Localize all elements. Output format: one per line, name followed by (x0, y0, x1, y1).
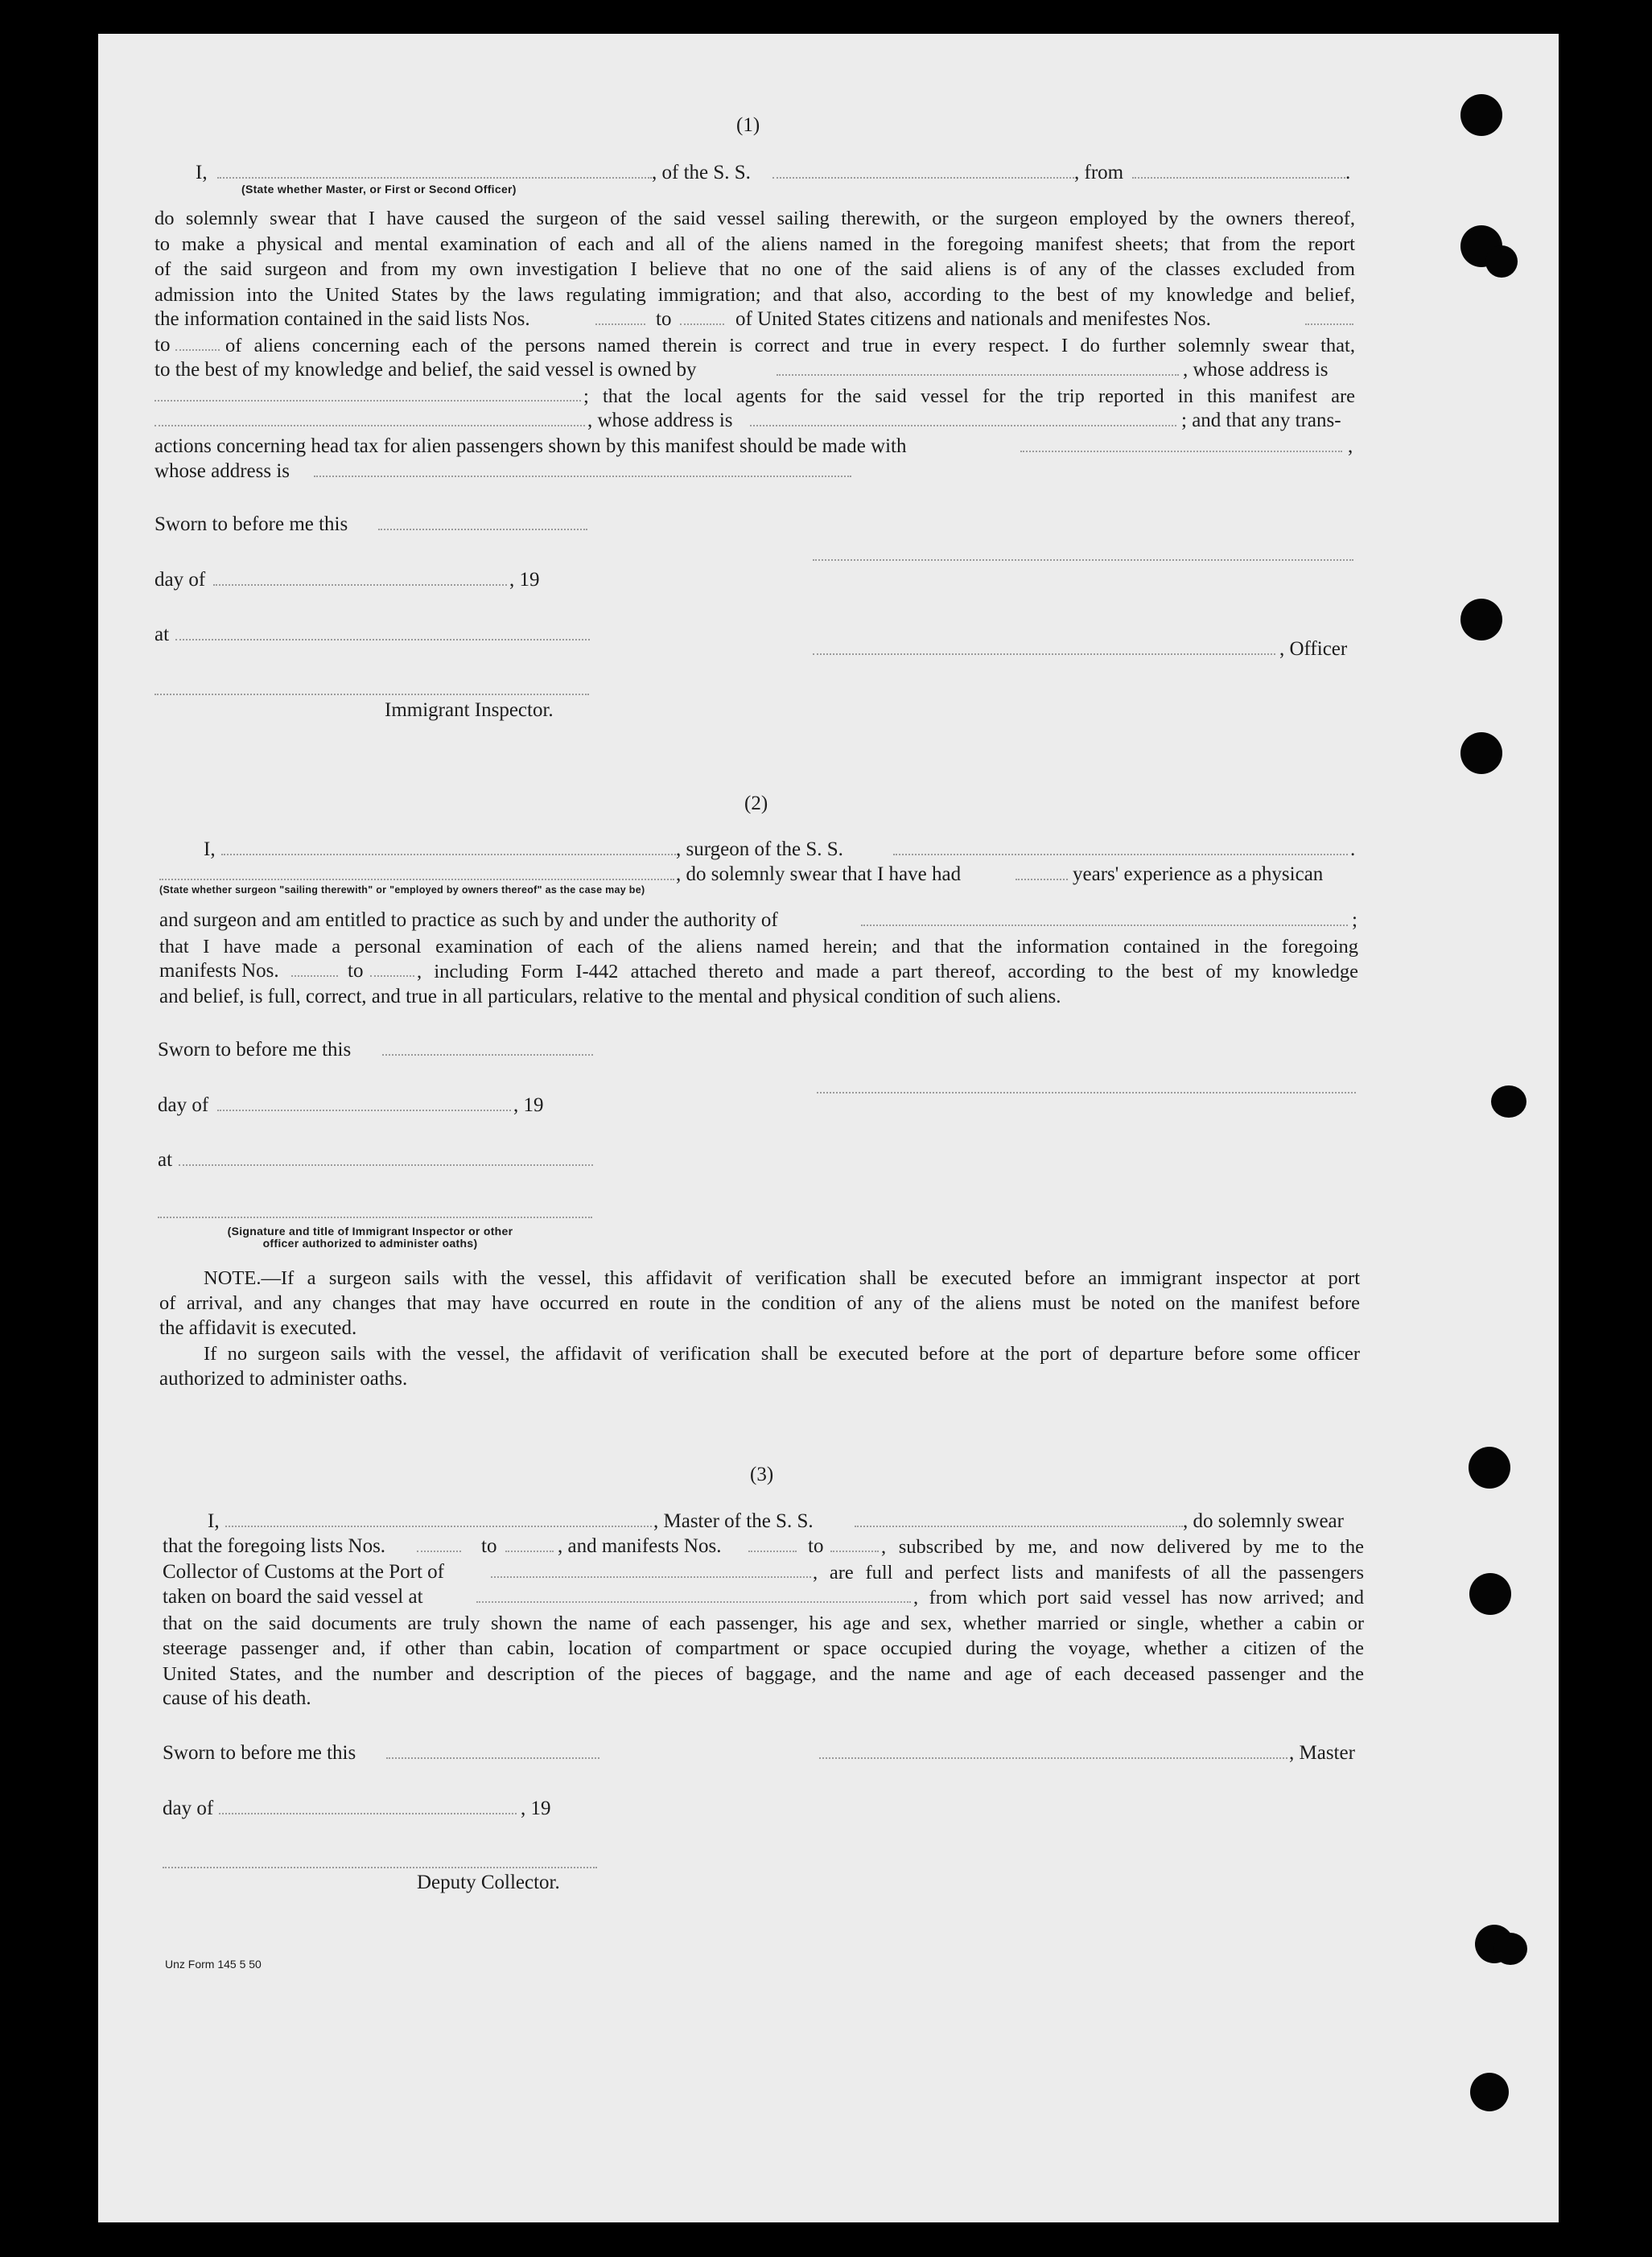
owner-address-blank[interactable] (154, 400, 581, 402)
oath-text: , do solemnly swear that I have had (676, 863, 962, 885)
oath-text: whose address is (154, 460, 290, 482)
signature-line[interactable] (817, 1092, 1356, 1093)
day-of-blank[interactable] (213, 584, 507, 586)
oath-text: to the best of my knowledge and belief, the said vessel is owned by (154, 359, 697, 381)
punch-hole (1493, 1933, 1527, 1965)
from-label: , from (1074, 162, 1124, 183)
day-of-blank[interactable] (219, 1813, 517, 1814)
punch-hole (1460, 599, 1502, 640)
agents-blank[interactable] (154, 425, 585, 426)
lists-from-blank[interactable] (417, 1551, 461, 1552)
punch-hole (1469, 1573, 1511, 1615)
signature-line[interactable] (813, 559, 1353, 561)
signature-hint: officer authorized to administer oaths) (262, 1237, 478, 1250)
section-number: (3) (750, 1464, 774, 1485)
officer-label: , Officer (1279, 638, 1348, 660)
oath-lead: I, (196, 162, 208, 183)
inspector-signature-line[interactable] (158, 1217, 592, 1218)
at-label: at (158, 1149, 173, 1171)
year-label: , 19 (521, 1798, 551, 1819)
officer-signature-line[interactable] (813, 653, 1275, 655)
sworn-blank[interactable] (378, 529, 587, 530)
years-blank[interactable] (1016, 879, 1068, 880)
departure-port-blank[interactable] (476, 1601, 911, 1603)
oath-text: , whose address is (1183, 359, 1329, 381)
from-blank[interactable] (1132, 177, 1345, 179)
punct: . (1350, 838, 1356, 860)
sworn-label: Sworn to before me this (154, 513, 348, 535)
oath-line: United States, and the number and description of the pieces of baggage, and the name and age of each deceased passenger and the (163, 1663, 1364, 1685)
year-label: , 19 (513, 1094, 544, 1116)
inspector-label: Immigrant Inspector. (385, 699, 554, 721)
day-of-label: day of (154, 569, 206, 591)
oath-text: , from which port said vessel has now arrived; and (913, 1587, 1364, 1608)
oath-text: years' experience as a physican (1073, 863, 1324, 885)
oath-text: manifests Nos. (159, 960, 279, 982)
inspector-signature-line[interactable] (154, 694, 589, 695)
section-number: (2) (744, 793, 768, 814)
head-tax-blank[interactable] (1020, 451, 1342, 452)
oath-text: Collector of Customs at the Port of (163, 1561, 444, 1583)
note-line: the affidavit is executed. (159, 1317, 357, 1339)
oath-lead: I, (204, 838, 216, 860)
oath-line: that I have made a personal examination of each of the aliens named herein; and that the information contained in the foregoing (159, 936, 1358, 958)
oath-text: to (348, 960, 364, 982)
vessel-label: , of the S. S. (652, 162, 751, 183)
punch-hole (1470, 2073, 1509, 2111)
head-tax-address-blank[interactable] (314, 476, 851, 477)
oath-text: taken on board the said vessel at (163, 1586, 423, 1608)
year-label: , 19 (509, 569, 540, 591)
oath-text: to (481, 1535, 497, 1557)
oath-text: , do solemnly swear (1183, 1510, 1344, 1532)
oath-line: steerage passenger and, if other than cabin, location of compartment or space occupied during the voyage, whether a citizen of the (163, 1637, 1364, 1659)
punct: ; (1352, 909, 1357, 931)
master-label: , Master (1289, 1742, 1355, 1764)
name-blank[interactable] (217, 177, 652, 179)
surgeon-name-blank[interactable] (221, 854, 676, 855)
day-of-blank[interactable] (217, 1110, 511, 1111)
oath-text: , including Form I-442 attached thereto and made a part thereof, according to the best of my knowledge (417, 961, 1358, 982)
day-of-label: day of (158, 1094, 209, 1116)
note-line: NOTE.—If a surgeon sails with the vessel, this affidavit of verification shall be executed before an immigrant inspector at port (204, 1267, 1360, 1289)
manifests-to-blank[interactable] (830, 1551, 879, 1552)
note-line: authorized to administer oaths. (159, 1368, 408, 1390)
master-name-blank[interactable] (225, 1526, 652, 1527)
oath-line: cause of his death. (163, 1687, 311, 1709)
day-of-label: day of (163, 1798, 214, 1819)
oath-text: to (656, 308, 672, 330)
form-number: Unz Form 145 5 50 (165, 1958, 262, 1971)
sworn-blank[interactable] (386, 1757, 599, 1759)
field-hint: (State whether Master, or First or Second Officer) (241, 183, 517, 196)
oath-text: the information contained in the said lists Nos. (154, 308, 530, 330)
at-blank[interactable] (175, 639, 590, 640)
master-signature-line[interactable] (819, 1757, 1287, 1759)
manifests-to-blank[interactable] (175, 349, 220, 351)
punch-hole (1485, 245, 1518, 278)
section-number: (1) (736, 114, 760, 136)
oath-text: , and manifests Nos. (558, 1535, 722, 1557)
oath-line: do solemnly swear that I have caused the surgeon of the said vessel sailing therewith, or the surgeon employed by the owners thereof, (154, 208, 1355, 229)
oath-text: to (808, 1535, 824, 1557)
agents-address-blank[interactable] (750, 425, 1176, 426)
surgeon-status-blank[interactable] (159, 879, 674, 880)
authority-blank[interactable] (861, 925, 1348, 926)
oath-text: ; that the local agents for the said vessel for the trip reported in this manifest are (583, 385, 1355, 407)
oath-text: ; and that any trans- (1181, 410, 1341, 431)
sworn-label: Sworn to before me this (163, 1742, 356, 1764)
deputy-signature-line[interactable] (163, 1867, 597, 1868)
port-blank[interactable] (491, 1576, 811, 1578)
vessel-blank[interactable] (893, 854, 1348, 855)
oath-lead: I, (208, 1510, 220, 1532)
oath-line: that on the said documents are truly shown the name of each passenger, his age and sex, whether married or single, whether a cabin or (163, 1612, 1364, 1634)
manifests-to-blank[interactable] (370, 975, 414, 977)
owner-blank[interactable] (777, 374, 1179, 376)
lists-to-blank[interactable] (680, 323, 724, 325)
sworn-blank[interactable] (382, 1054, 593, 1056)
note-line: of arrival, and any changes that may have occurred en route in the condition of any of the aliens must be noted on the manifest before (159, 1292, 1360, 1314)
oath-text: , whose address is (587, 410, 733, 431)
manifests-from-blank[interactable] (748, 1551, 797, 1552)
oath-line: of the said surgeon and from my own investigation I believe that no one of the said aliens is of any of the classes excluded from (154, 258, 1355, 280)
at-blank[interactable] (179, 1164, 593, 1166)
manifests-from-blank[interactable] (1305, 323, 1353, 325)
punch-hole (1460, 732, 1502, 774)
oath-line: to make a physical and mental examination of each and all of the aliens named in the foregoing manifest sheets; that from the report (154, 233, 1355, 255)
vessel-blank[interactable] (772, 177, 1074, 179)
punct: . (1345, 162, 1351, 183)
oath-text: , subscribed by me, and now delivered by me to the (881, 1536, 1364, 1558)
oath-text: actions concerning head tax for alien passengers shown by this manifest should be made with (154, 435, 907, 457)
punct: , (1348, 435, 1353, 457)
punch-hole (1491, 1085, 1526, 1118)
lists-to-blank[interactable] (505, 1551, 554, 1552)
oath-text: of aliens concerning each of the persons named therein is correct and true in every respect. I do further solemnly swear that, (225, 335, 1355, 356)
oath-text: that the foregoing lists Nos. (163, 1535, 386, 1557)
at-label: at (154, 624, 170, 645)
oath-text: and surgeon and am entitled to practice as such by and under the authority of (159, 909, 778, 931)
vessel-blank[interactable] (855, 1526, 1183, 1527)
oath-text: to (154, 334, 171, 356)
manifests-from-blank[interactable] (291, 975, 338, 977)
lists-from-blank[interactable] (595, 323, 645, 325)
punch-hole (1469, 1447, 1510, 1489)
deputy-label: Deputy Collector. (417, 1872, 560, 1893)
field-hint: (State whether surgeon "sailing therewith" or "employed by owners thereof" as the case may be) (159, 884, 645, 896)
surgeon-of-label: , surgeon of the S. S. (676, 838, 843, 860)
oath-text: , are full and perfect lists and manifests of all the passengers (813, 1562, 1364, 1584)
signature-hint: (Signature and title of Immigrant Inspector or other (227, 1225, 513, 1238)
oath-line: admission into the United States by the laws regulating immigration; and that also, according to the best of my knowledge and belief, (154, 284, 1355, 306)
sworn-label: Sworn to before me this (158, 1039, 352, 1061)
oath-text: and belief, is full, correct, and true in all particulars, relative to the mental and physical condition of such aliens. (159, 986, 1061, 1007)
oath-text: of United States citizens and nationals and menifestes Nos. (735, 308, 1211, 330)
punch-hole (1460, 94, 1502, 136)
master-of-label: , Master of the S. S. (653, 1510, 814, 1532)
note-line: If no surgeon sails with the vessel, the affidavit of verification shall be executed before at the port of departure before some officer (204, 1343, 1360, 1365)
